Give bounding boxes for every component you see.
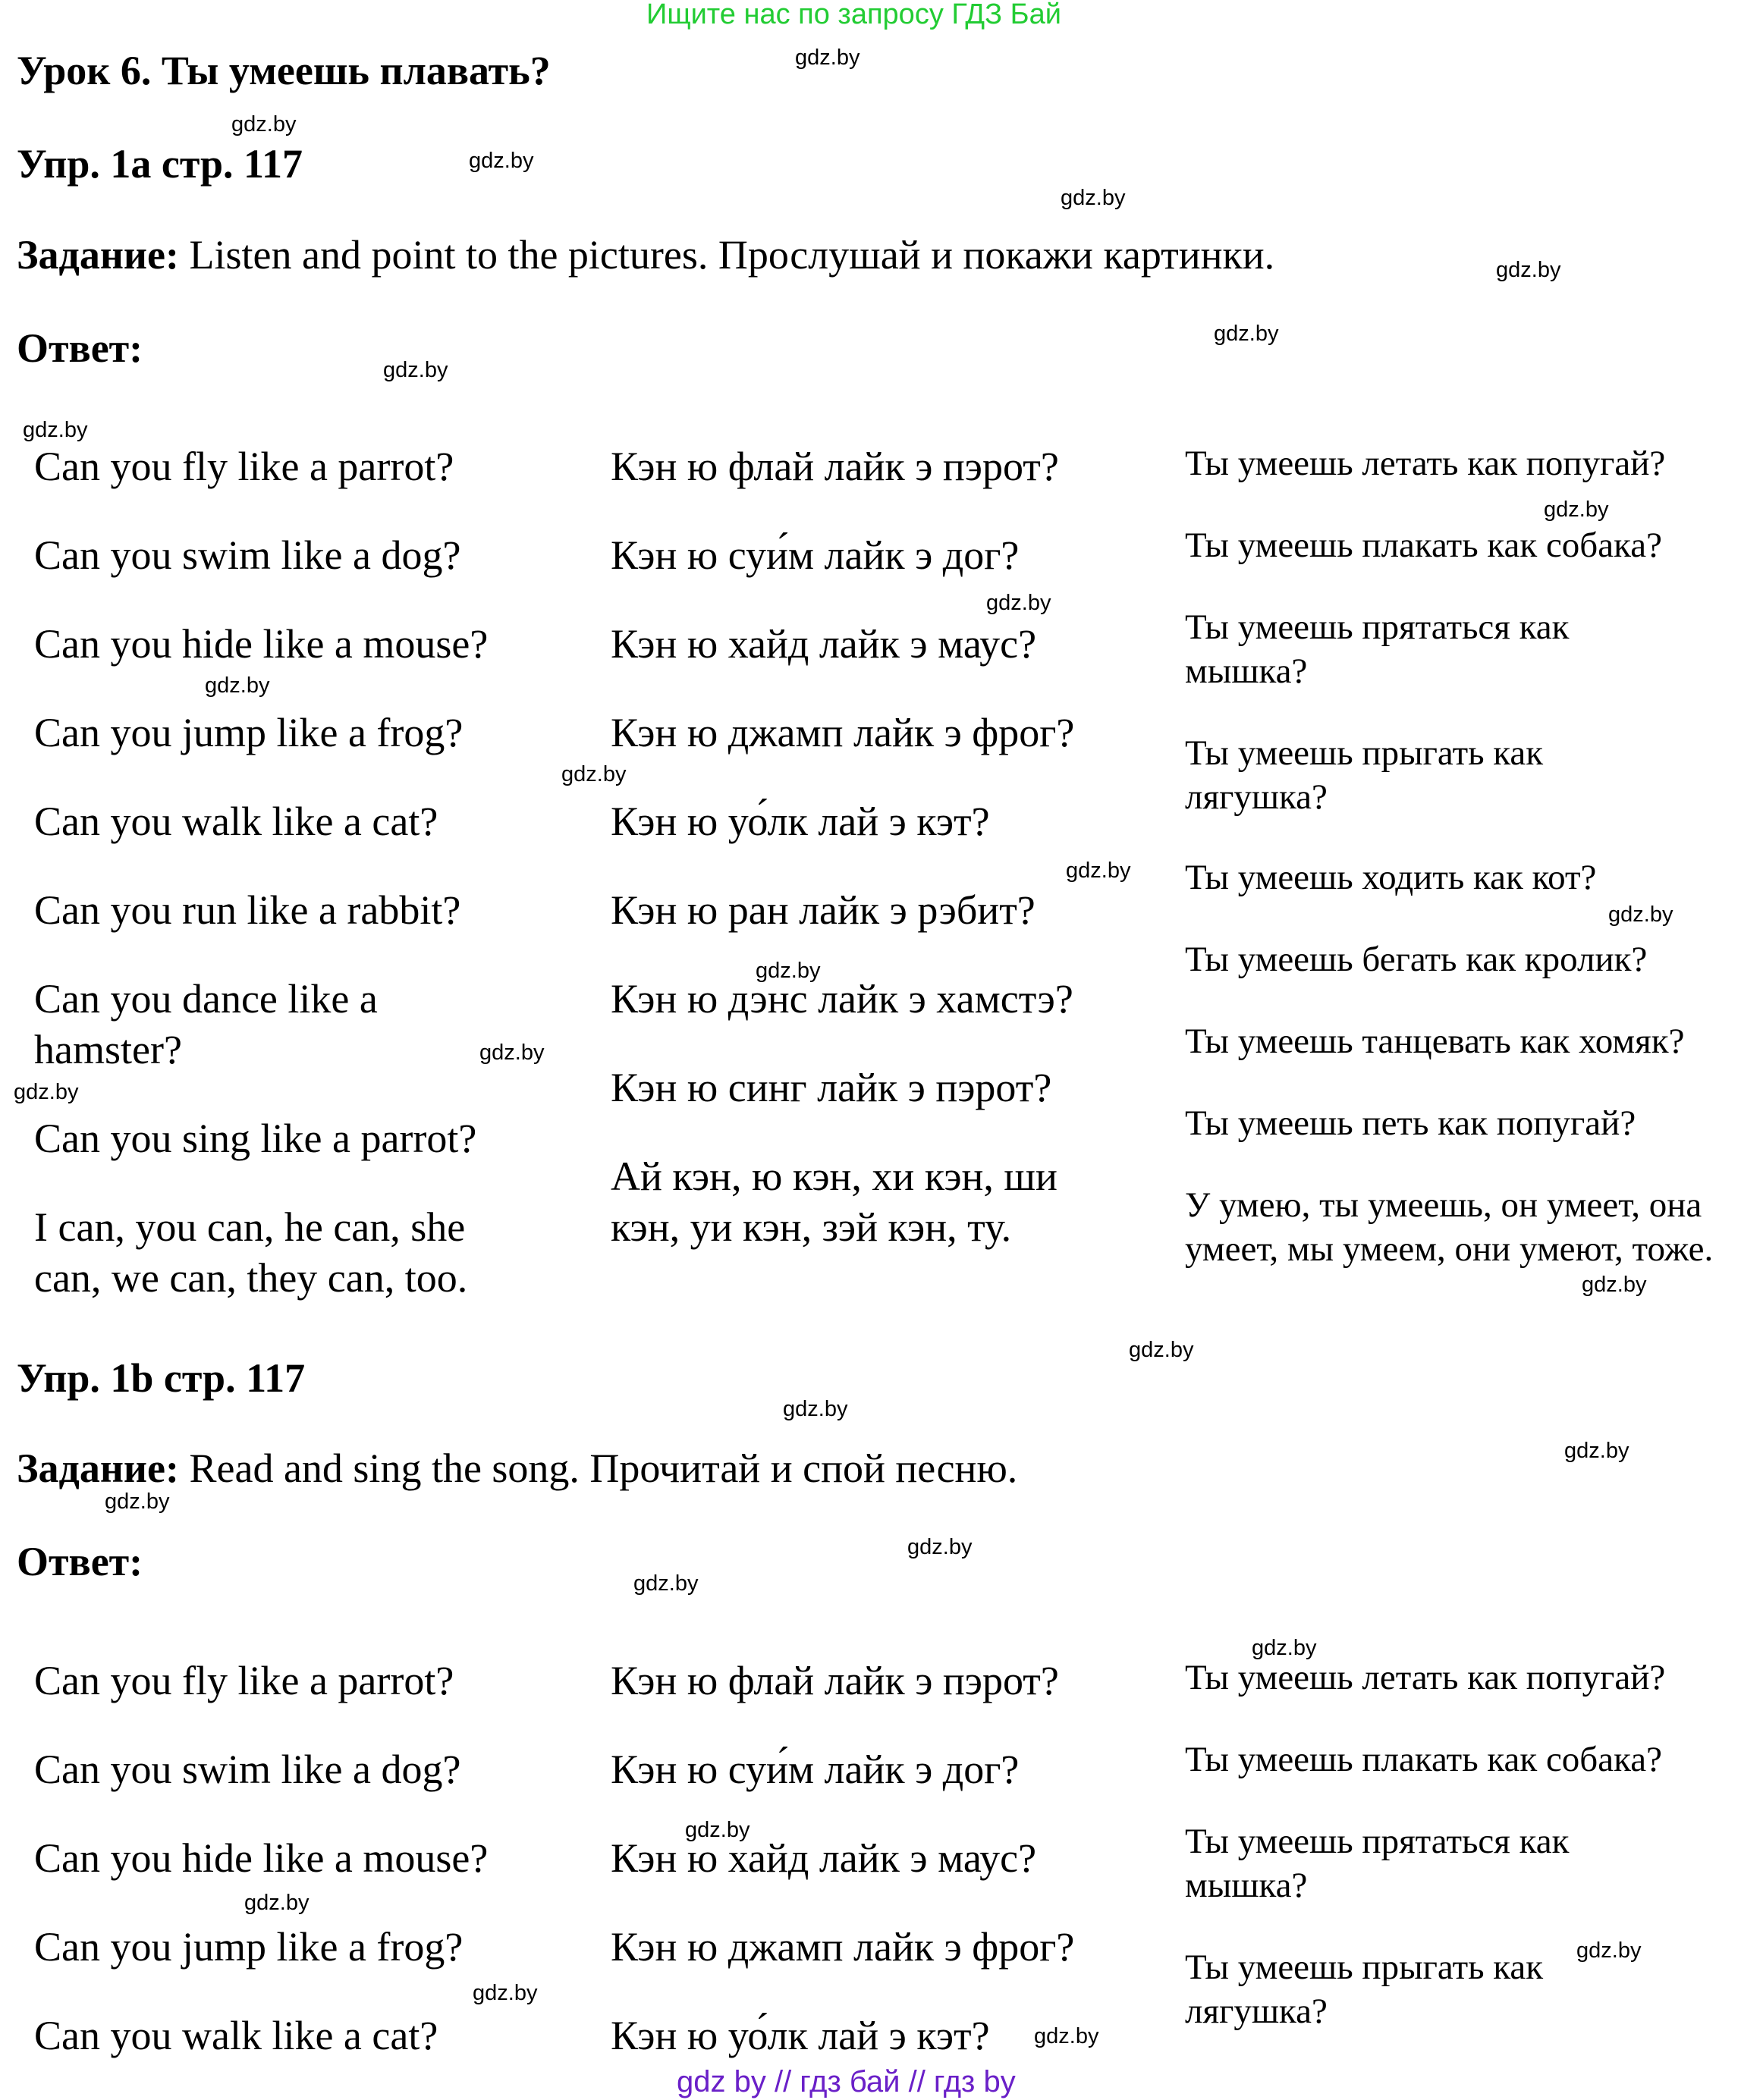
- ex1b-ru-4: Ты умеешь прыгать как лягушка?: [1185, 1948, 1544, 2031]
- ex1a-ru-3: Ты умеешь прятаться как мышка?: [1185, 607, 1570, 691]
- watermark: gdz.by: [1576, 1938, 1642, 1963]
- ex1a-tr-2: Кэн ю суи́м лайк э дог?: [611, 532, 1020, 578]
- ex1b-heading: Упр. 1b стр. 117: [17, 1355, 306, 1401]
- watermark: gdz.by: [1129, 1338, 1194, 1362]
- watermark: gdz.by: [1252, 1636, 1317, 1660]
- ex1b-ru-3: Ты умеешь прятаться как мышка?: [1185, 1822, 1570, 1905]
- ex1a-tr-5: Кэн ю уо́лк лай э кэт?: [611, 799, 990, 844]
- ex1b-task: [17, 1445, 1017, 1492]
- ex1a-ru-9: У умею, ты умеешь, он умеет, она умеет, мы умеем, они умеют, тоже.: [1185, 1185, 1714, 1269]
- ex1a-task-text: Listen and point to the pictures. Прослушай и покажи картинки.: [179, 232, 1275, 278]
- watermark: gdz.by: [907, 1535, 973, 1559]
- ex1a-ru-5: Ты умеешь ходить как кот?: [1185, 858, 1597, 897]
- ex1b-en-4: Can you jump like a frog?: [34, 1924, 464, 1970]
- watermark: gdz.by: [783, 1397, 848, 1421]
- watermark: gdz.by: [1066, 859, 1131, 883]
- watermark: gdz.by: [231, 112, 297, 137]
- ex1a-task-label: Задание:: [17, 232, 179, 278]
- watermark: gdz.by: [1544, 498, 1609, 522]
- ex1a-tr-1: Кэн ю флай лайк э пэрот?: [611, 444, 1059, 489]
- watermark: gdz.by: [795, 46, 860, 70]
- ex1a-tr-3: Кэн ю хайд лайк э маус?: [611, 621, 1037, 667]
- ex1a-en-5: Can you walk like a cat?: [34, 799, 438, 844]
- ex1a-ru-6: Ты умеешь бегать как кролик?: [1185, 940, 1648, 979]
- watermark: gdz.by: [685, 1818, 750, 1842]
- ex1a-tr-8: Кэн ю синг лайк э пэрот?: [611, 1065, 1052, 1110]
- watermark: gdz.by: [1496, 258, 1561, 282]
- ex1b-en-1: Can you fly like a parrot?: [34, 1658, 454, 1703]
- watermark: gdz.by: [205, 673, 270, 698]
- ex1b-tr-2: Кэн ю суи́м лайк э дог?: [611, 1747, 1020, 1792]
- watermark: gdz.by: [1034, 2024, 1099, 2048]
- ex1a-en-8: Can you sing like a parrot?: [34, 1116, 477, 1161]
- ex1a-ru-1: Ты умеешь летать как попугай?: [1185, 444, 1666, 483]
- ex1a-en-6: Can you run like a rabbit?: [34, 887, 461, 933]
- ex1a-tr-4: Кэн ю джамп лайк э фрог?: [611, 710, 1075, 755]
- ex1a-ru-8: Ты умеешь петь как попугай?: [1185, 1103, 1636, 1143]
- ex1a-heading: Упр. 1a стр. 117: [17, 141, 303, 187]
- watermark: gdz.by: [561, 762, 627, 786]
- ex1a-en-7: Can you dance like a hamster?: [34, 976, 378, 1072]
- watermark: gdz.by: [23, 418, 88, 442]
- watermark: gdz.by: [14, 1080, 79, 1104]
- ex1a-ru-2: Ты умеешь плакать как собака?: [1185, 526, 1662, 565]
- watermark: gdz.by: [383, 358, 448, 382]
- ex1b-task-label: Задание:: [17, 1446, 179, 1491]
- ex1a-answer-label: Ответ:: [17, 325, 143, 371]
- lesson-title: Урок 6. Ты умеешь плавать?: [17, 48, 551, 93]
- ex1a-ru-7: Ты умеешь танцевать как хомяк?: [1185, 1022, 1685, 1061]
- ex1a-ru-4: Ты умеешь прыгать как лягушка?: [1185, 733, 1544, 817]
- ex1b-en-3: Can you hide like a mouse?: [34, 1835, 489, 1881]
- ex1b-tr-3: Кэн ю хайд лайк э маус?: [611, 1835, 1037, 1881]
- ex1b-en-2: Can you swim like a dog?: [34, 1747, 461, 1792]
- watermark: gdz.by: [986, 591, 1051, 615]
- ex1b-task-text: Read and sing the song. Прочитай и спой песню.: [179, 1446, 1018, 1491]
- watermark: gdz.by: [1214, 322, 1279, 346]
- ex1a-tr-9: Ай кэн, ю кэн, хи кэн, ши кэн, уи кэн, зэй кэн, ту.: [611, 1154, 1057, 1250]
- ex1b-ru-2: Ты умеешь плакать как собака?: [1185, 1740, 1662, 1779]
- ex1b-tr-4: Кэн ю джамп лайк э фрог?: [611, 1924, 1075, 1970]
- watermark: gdz.by: [1582, 1273, 1647, 1297]
- watermark: gdz.by: [105, 1489, 170, 1514]
- ex1a-en-9: I can, you can, he can, she can, we can, they can, too.: [34, 1204, 468, 1301]
- ex1a-task: [17, 231, 1274, 278]
- ex1b-en-5: Can you walk like a cat?: [34, 2013, 438, 2058]
- ex1a-en-3: Can you hide like a mouse?: [34, 621, 489, 667]
- footer-links: gdz by // гдз бай // гдз by: [677, 2065, 1016, 2098]
- watermark: gdz.by: [479, 1041, 545, 1065]
- ex1b-ru-1: Ты умеешь летать как попугай?: [1185, 1658, 1666, 1697]
- search-banner: Ищите нас по запросу ГДЗ Бай: [646, 0, 1061, 30]
- watermark: gdz.by: [1061, 186, 1126, 210]
- ex1a-en-4: Can you jump like a frog?: [34, 710, 464, 755]
- watermark: gdz.by: [473, 1981, 538, 2005]
- watermark: gdz.by: [1608, 902, 1673, 927]
- watermark: gdz.by: [633, 1571, 699, 1596]
- ex1a-en-1: Can you fly like a parrot?: [34, 444, 454, 489]
- ex1a-tr-7: Кэн ю дэнс лайк э хамстэ?: [611, 976, 1073, 1022]
- watermark: gdz.by: [244, 1891, 310, 1915]
- ex1a-en-2: Can you swim like a dog?: [34, 532, 461, 578]
- ex1a-tr-6: Кэн ю ран лайк э рэбит?: [611, 887, 1035, 933]
- watermark: gdz.by: [756, 959, 821, 983]
- ex1b-tr-5: Кэн ю уо́лк лай э кэт?: [611, 2013, 990, 2058]
- ex1b-tr-1: Кэн ю флай лайк э пэрот?: [611, 1658, 1059, 1703]
- ex1b-answer-label: Ответ:: [17, 1539, 143, 1584]
- watermark: gdz.by: [469, 149, 534, 173]
- watermark: gdz.by: [1564, 1439, 1629, 1463]
